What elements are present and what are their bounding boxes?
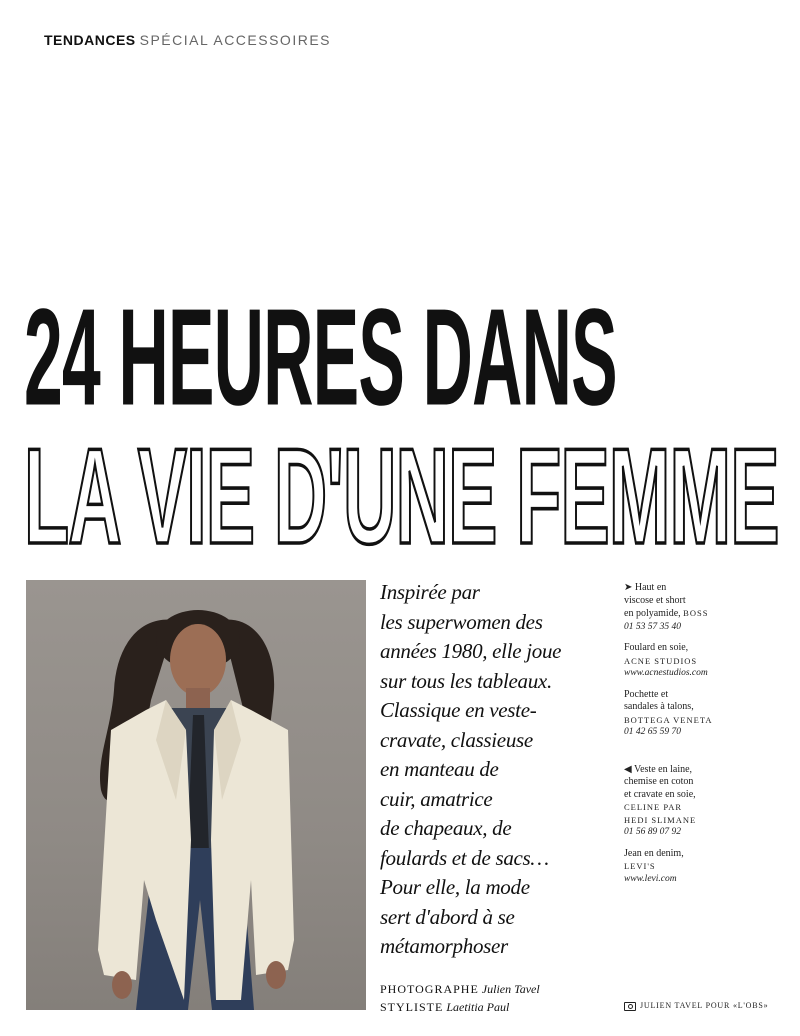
caption-brand: BOTTEGA VENETA — [624, 714, 713, 725]
caption-item — [624, 642, 774, 680]
photo-credit-text: JULIEN TAVEL POUR «L'OBS» — [640, 1001, 769, 1010]
caption-contact: www.levi.com — [624, 873, 677, 884]
section-name: TENDANCES — [44, 32, 136, 48]
section-header — [44, 32, 331, 48]
caption-text: sandales à talons, — [624, 701, 694, 712]
lead-line: en manteau de — [380, 757, 499, 781]
caption-brand: BOSS — [683, 608, 709, 618]
caption-text: Pochette et — [624, 688, 669, 700]
lead-line: sert d'abord à se — [380, 904, 515, 929]
caption-text: ◀ Veste en laine, — [624, 763, 693, 775]
camera-icon — [624, 1002, 636, 1011]
caption-item — [624, 848, 774, 886]
woman-illustration — [26, 580, 366, 1010]
subsection-name: SPÉCIAL ACCESSOIRES — [139, 32, 331, 48]
caption-text: chemise en coton — [624, 776, 694, 787]
photo-copyright — [624, 1001, 768, 1011]
caption-item — [624, 582, 774, 633]
caption-contact: 01 53 57 35 40 — [624, 621, 681, 632]
lead-line: Pour elle, la mode — [380, 875, 530, 899]
lead-line: sur tous les tableaux. — [380, 668, 552, 693]
lead-line: de chapeaux, de — [380, 816, 512, 840]
caption-text: Jean en denim, — [624, 847, 684, 859]
lead-line: Inspirée par — [380, 580, 480, 604]
caption-brand: HEDI SLIMANE — [624, 814, 697, 825]
caption-brand: CELINE PAR — [624, 802, 683, 812]
photographer-label: PHOTOGRAPHE — [380, 982, 479, 996]
stylist-name: Laetitia Paul — [446, 1000, 510, 1014]
lead-line: foulards et de sacs… — [380, 845, 549, 870]
photo-credits — [380, 980, 540, 1016]
caption-contact: 01 42 65 59 70 — [624, 727, 681, 737]
caption-text: ➤ Haut en — [624, 582, 667, 593]
caption-text: et cravate en soie, — [624, 788, 696, 800]
stylist-label: STYLISTE — [380, 1000, 444, 1014]
lead-paragraph — [380, 578, 590, 962]
fashion-photo — [26, 580, 366, 1010]
caption-text: viscose et short — [624, 594, 686, 606]
headline-line-1: 24 HEURES DANS — [24, 279, 617, 434]
caption-contact: www.acnestudios.com — [624, 668, 708, 678]
caption-item — [624, 764, 774, 839]
caption-text: Foulard en soie, — [624, 642, 689, 653]
lead-line: métamorphoser — [380, 934, 508, 958]
lead-line: les superwomen des — [380, 609, 543, 634]
caption-item — [624, 689, 774, 739]
lead-line: années 1980, elle joue — [380, 639, 562, 663]
lead-line: Classique en veste- — [380, 698, 537, 722]
product-captions — [624, 582, 774, 894]
caption-contact: 01 56 89 07 92 — [624, 827, 681, 837]
lead-line: cuir, amatrice — [380, 786, 493, 811]
photographer-name: Julien Tavel — [481, 982, 540, 996]
caption-text: en polyamide, — [624, 608, 681, 619]
caption-brand: LEVI'S — [624, 861, 656, 871]
headline-line-2-outline: LA VIE D'UNE FEMME — [24, 419, 779, 573]
caption-brand: ACNE STUDIOS — [624, 655, 698, 666]
lead-line: cravate, classieuse — [380, 727, 533, 752]
